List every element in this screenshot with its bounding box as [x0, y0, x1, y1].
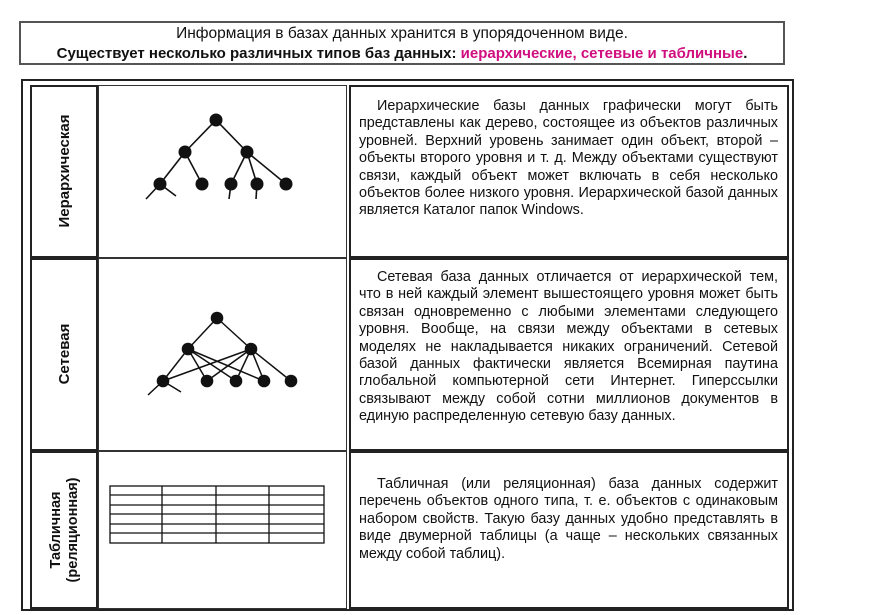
- row-label-relational-line-2: (реляционная): [65, 477, 81, 583]
- table-icon: [99, 452, 348, 610]
- diagram-cell-relational: [98, 451, 347, 609]
- text-cell-relational: [349, 451, 789, 609]
- header-box: [19, 21, 785, 65]
- row-label-hierarchical: Иерархическая: [56, 114, 73, 228]
- text-cell-network: [349, 258, 789, 451]
- header-db-types: иерархические, сетевые и табличные: [460, 45, 744, 62]
- header-line-2: [21, 44, 783, 63]
- header-line-2-prefix: Существует несколько различных типов баз данных:: [56, 45, 461, 62]
- row-label-cell-hierarchical: [30, 85, 98, 258]
- diagram-cell-network: [98, 258, 347, 451]
- description-network: [359, 269, 778, 426]
- description-relational: [359, 476, 778, 563]
- row-label-relational: [48, 478, 82, 583]
- description-hierarchical-text: Иерархические базы данных графически могут быть представлены как дерево, состоящее из объектов различных уровней. Верхний уровень занимает один объект, второй – объекты второго уровня и т. д. Между объектами существуют связи, каждый объект может включать в себя несколько объектов более низкого уровня. Иерархической базой данных является Каталог папок Windows.: [359, 98, 778, 219]
- description-hierarchical: [359, 98, 778, 220]
- row-label-cell-relational: [30, 451, 98, 609]
- description-network-text: Сетевая база данных отличается от иерархической тем, что в ней каждый элемент вышестоящего уровня может быть связан одновременно с любыми элементами следующего уровня. Вообще, на связи между объектами в сетевых моделях не накладывается никаких ограничений. Сетевой базой данных фактически является Всемирная паутина глобальной компьютерной сети Интернет. Гиперссылки связывают между собой сотни миллионов документов в единую распределенную сетевую базу данных.: [359, 269, 778, 425]
- row-label-cell-network: [30, 258, 98, 451]
- header-line-1: Информация в базах данных хранится в упорядоченном виде.: [176, 25, 628, 42]
- text-cell-hierarchical: [349, 85, 789, 258]
- diagram-cell-hierarchical: [98, 85, 347, 258]
- tree-icon: [99, 86, 348, 259]
- header-line-2-suffix: .: [743, 45, 748, 62]
- db-types-table: [21, 79, 794, 611]
- row-label-relational-line-1: Табличная: [48, 491, 64, 569]
- description-relational-text: Табличная (или реляционная) база данных содержит перечень объектов одного типа, т. е. объектов с одинаковым набором свойств. Такую базу данных удобно представлять в виде двумерной таблицы (а чаще – нескольких связанных между собой таблиц).: [359, 476, 778, 562]
- network-icon: [99, 259, 348, 452]
- row-label-network: Сетевая: [56, 323, 73, 385]
